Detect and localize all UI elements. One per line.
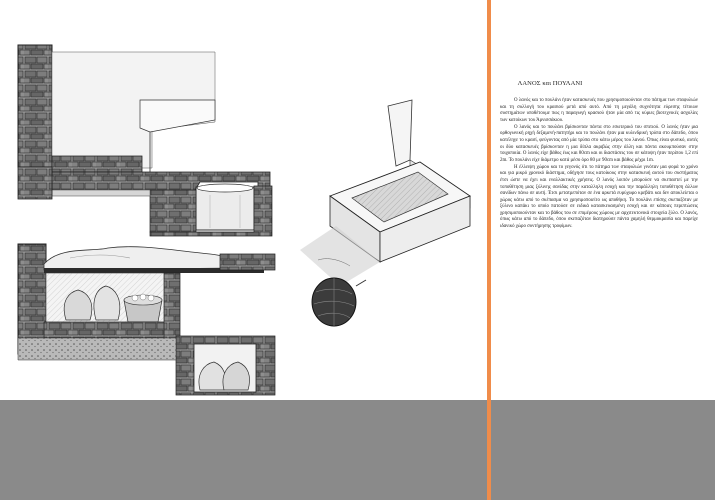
body-text <box>500 98 698 231</box>
section-title: ΛΑΝΟΣ και ΠΟΥΛΑΝΙ <box>517 80 583 87</box>
paragraph-2: Ο λανός και το πουλάνι βρίσκονταν πάντα στο εσωτερικό του σπιτιού. Ο λανός ήταν μια ορθογωνική ρηχή δεξαμενή-πατητήρι και το πουλάνι ήταν μια κυλινδρική τρύπα στο δάπεδο, όπου κατέληγε το κρασί, φεύγοντας από μία τρύπα στο κάτω μέρος του λανού. Όπως είναι φυσικό, αυτές οι δύο κατασκευές βρίσκονταν η μια δίπλα ακριβώς στην άλλη και πάντα ακουμπούσαν στην τοιχοποιία. Ο λανός είχε βάθος έως και 80cm και οι διαστάσεις του σε κάτοψη ήταν περίπου 1,2 επί 2m. Το πουλάνι είχε διάμετρο κατά μέσο όρο 80 με 90cm και βάθος μέχρι 1m. <box>500 124 698 163</box>
paragraph-1: Ο λανός και το πουλάνι ήταν κατασκευές που χρησιμοποιούνταν στο πάτημα των σταφυλιών και τη συλλογή του κρασιού μετά από αυτό. Από τη μεγάλη συχνότητα εύρεσης τέτοιων συστημάτων υποθέτουμε πως η παραγωγή κρασιού ήταν μία από τις κύριες βιοτεχνικές ασχολίες των κατοίκων του Άρνισσάκιου. <box>500 98 698 123</box>
upper-section-drawing <box>18 45 272 236</box>
paragraph-3: Η έλλειψη χώρου και το γεγονός ότι το πάτημα των σταφυλιών γινόταν μια φορά το χρόνο και για μικρό χρονικό διάστημα, οδήγησε τους κατοίκους στην κατασκευή αυτού του συστήματος έτσι ώστε να έχει και εναλλακτικές χρήσεις. Ο λανός λοιπόν μπορούσε να σκεπαστεί με την τοποθέτηση μιας ξύλινης σανίδας στην καταλληλη εσοχή και την παράλληλη τοποθέτηση άλλων σανίδων πάνω σε αυτή. Έτσι μετατρεπόταν σε ένα αρκετά ευρύχωρο κρεβάτι και δεν αποκλείεται ο χώρος κάτω από το σκέπασμα να χρησιμοποιείτο ως αποθήκη. Το πουλάνι επίσης σκεπαζόταν με ξύλινο καπάκι το οποίο πατούσε σε ειδικά κατασκευασμένη εσοχή και σε κάποιες περιπτώσεις χρησιμοποιούνταν και το βάθος του σε επιμέρους χώρους με αρχιτεκτονικά στοιχεία ξύλο. Ο λανός, όπως κάτω από το δάπεδο, όπου σκεπαζόταν διατηρούσε πάντα χαμηλή θερμοκρασία και παρείχε ιδανικό χώρο συντήρησης τροφίμων. <box>500 164 698 230</box>
perspective-view-drawing <box>300 100 470 326</box>
bottom-band-divider <box>487 400 491 500</box>
bottom-band <box>0 400 715 500</box>
lower-section-drawing <box>18 244 275 395</box>
